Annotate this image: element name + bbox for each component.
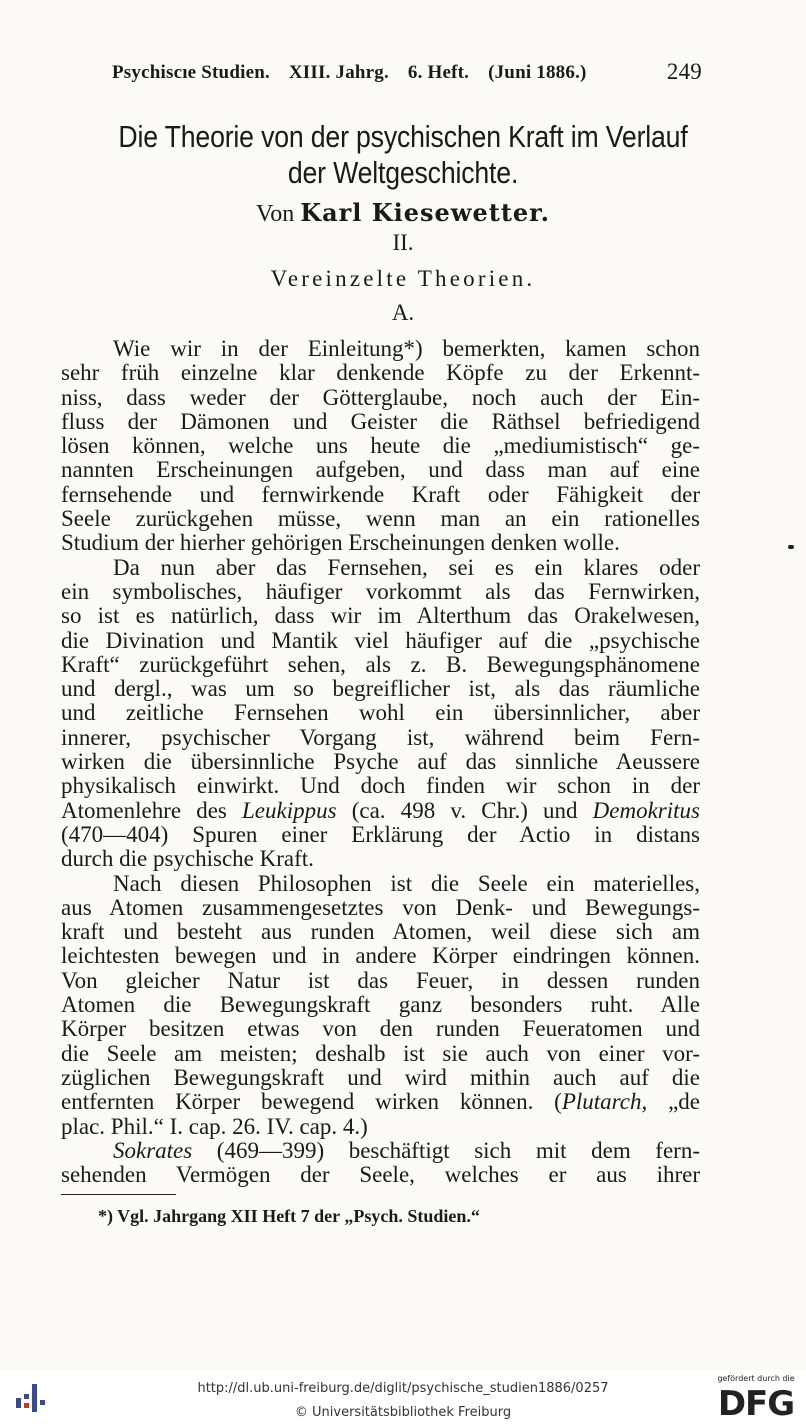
body-line: kraft und besteht aus runden Atomen, weil diese sich am — [61, 919, 700, 945]
byline — [0, 198, 806, 228]
body-line: Atomen die Bewegungskraft ganz besonders ruht. Alle — [61, 992, 700, 1018]
part-number: II. — [392, 230, 414, 255]
body-line: leichtesten bewegen und in andere Körper eindringen können. — [61, 943, 700, 969]
footnote: *) Vgl. Jahrgang XII Heft 7 der „Psych. Studien.“ — [98, 1206, 480, 1226]
body-line: Von gleicher Natur ist das Feuer, in dessen runden — [61, 967, 700, 993]
body-line: Kraft“ zurückgeführt sehen, als z. B. Bewegungsphänomene — [61, 651, 700, 677]
article-title-line-2: der Weltgeschichte. — [287, 155, 519, 190]
body-line: so ist es natürlich, dass wir im Alterthum das Orakelwesen, — [61, 603, 700, 629]
body-line: (470—404) Spuren einer Erklärung der Actio in distans — [61, 821, 700, 847]
running-header — [112, 59, 702, 84]
page-number: 249 — [666, 59, 702, 84]
body-line: innerer, psychischer Vorgang ist, während beim Fern- — [61, 724, 700, 750]
body-line: die Seele am meisten; deshalb ist sie auch von einer vor- — [61, 1040, 700, 1066]
body-line: physikalisch einwirkt. Und doch finden wir schon in der — [61, 773, 700, 799]
body-line: Studium der hierher gehörigen Erscheinungen denken wolle. — [61, 530, 620, 556]
viewer-footer — [0, 1370, 806, 1426]
body-line: fluss der Dämonen und Geister die Räthsel befriedigend — [61, 408, 700, 434]
dfg-logo-text: DFG — [717, 1384, 795, 1424]
subsection-heading: A. — [391, 300, 415, 325]
body-line: fernsehende und fernwirkende Kraft oder Fähigkeit der — [61, 481, 700, 507]
body-line: Nach diesen Philosophen ist die Seele ein materielles, — [113, 870, 700, 896]
body-line: Atomenlehre des Leukippus (ca. 498 v. Chr.) und Demokritus — [61, 797, 700, 823]
body-line: die Divination und Mantik viel häufiger auf die „psychische — [61, 627, 700, 653]
issue: 6. Heft. — [407, 62, 470, 83]
body-line: und dergl., was um so begreiflicher ist, als das räumliche — [61, 676, 700, 702]
body-line: lösen können, welche uns heute die „mediumistisch“ ge- — [61, 433, 700, 459]
body-line: aus Atomen zusammengesetztes von Denk- und Bewegungs- — [61, 894, 700, 920]
copyright-notice: © Universitätsbibliothek Freiburg — [294, 1405, 512, 1420]
body-line: sehr früh einzelne klar denkende Köpfe zu der Erkennt- — [61, 360, 700, 386]
author-name: Karl Kiesewetter. — [300, 198, 550, 227]
body-line: niss, dass weder der Götterglaube, noch auch der Ein- — [61, 384, 700, 410]
footnote-rule — [61, 1194, 176, 1195]
dfg-logo — [714, 1374, 798, 1424]
body-line: ein symbolisches, häufiger vorkommt als das Fernwirken, — [61, 578, 700, 604]
article-title-line-1: Die Theorie von der psychischen Kraft im Verlauf — [118, 119, 688, 154]
body-line: Wie wir in der Einleitung*) bemerkten, kamen schon — [113, 336, 700, 361]
body-line: entfernten Körper bewegend wirken können. (Plutarch, „de — [61, 1089, 700, 1115]
body-line: züglichen Bewegungskraft und wird mithin auch auf die — [61, 1064, 700, 1090]
volume: XIII. Jahrg. — [288, 62, 389, 83]
scan-speck — [788, 545, 794, 549]
body-line: sehenden Vermögen der Seele, welches er aus ihrer — [61, 1162, 700, 1188]
funder-caption: gefördert durch die — [717, 1374, 795, 1383]
permalink-url[interactable]: http://dl.ub.uni-freiburg.de/diglit/psychische_studien1886/0257 — [197, 1381, 609, 1396]
body-line: Da nun aber das Fernsehen, sei es ein klares oder — [113, 554, 700, 580]
section-heading: Vereinzelte Theorien. — [270, 266, 536, 291]
body-line: Sokrates (469—399) beschäftigt sich mit dem fern- — [113, 1137, 700, 1163]
body-line: plac. Phil.“ I. cap. 26. IV. cap. 4.) — [61, 1113, 368, 1139]
body-line: nannten Erscheinungen aufgeben, und dass man auf eine — [61, 457, 700, 483]
article-body — [61, 337, 700, 1187]
body-line: und zeitliche Fernsehen wohl ein übersinnlicher, aber — [61, 700, 700, 726]
journal-name: Psychiscıe Studien. — [112, 62, 270, 83]
issue-date: (Juni 1886.) — [488, 62, 587, 83]
body-line: Körper besitzen etwas von den runden Feueratomen und — [61, 1016, 700, 1042]
body-line: wirken die übersinnliche Psyche auf das sinnliche Aeussere — [61, 749, 700, 775]
body-line: durch die psychische Kraft. — [61, 846, 314, 872]
body-line: Seele zurückgehen müsse, wenn man an ein rationelles — [61, 506, 700, 532]
byline-prefix: Von — [256, 201, 295, 227]
